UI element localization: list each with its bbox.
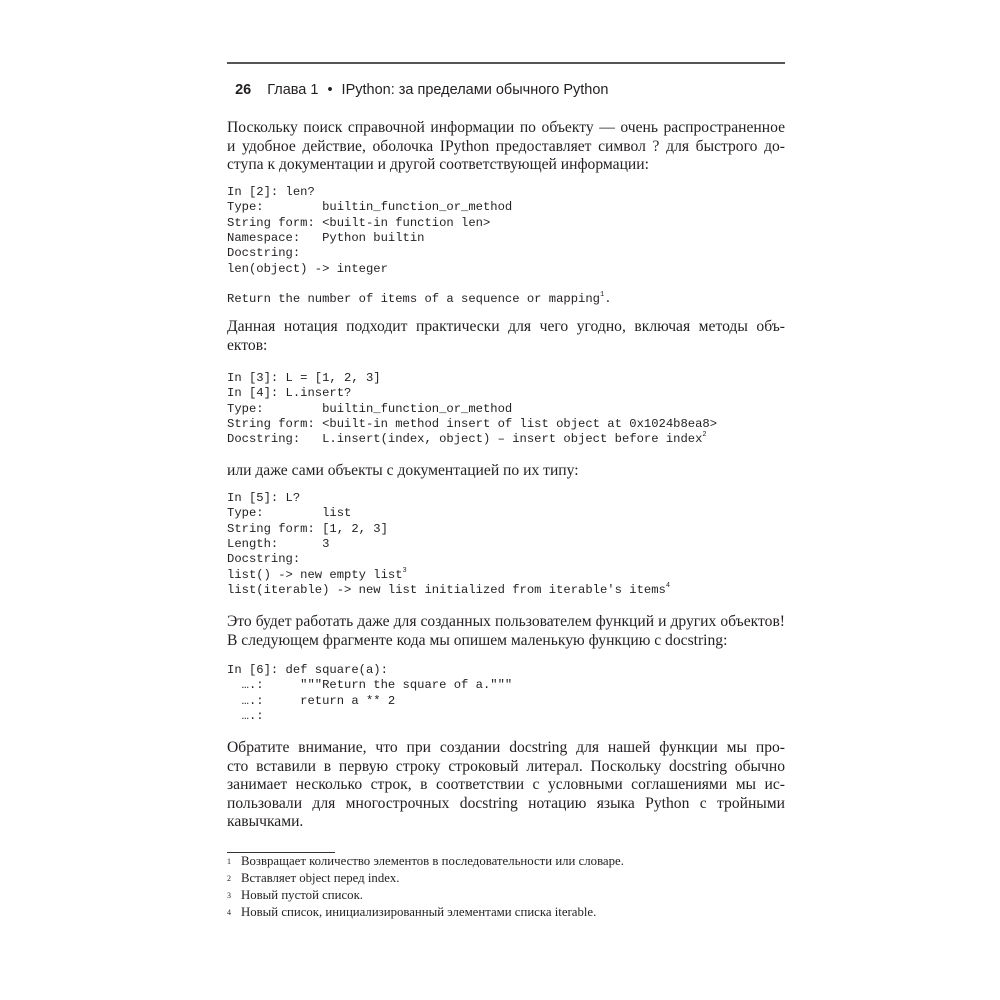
code-text: Length: 3 [227, 537, 330, 552]
code-text: In [2]: len? [227, 185, 315, 199]
paragraph-line: и удобное действие, оболочка IPython предоставляет символ ? для быстрого до- [227, 137, 785, 155]
code-text: Docstring: [227, 246, 301, 261]
code-listing [227, 371, 785, 448]
paragraph-line: кавычками. [227, 813, 304, 831]
footnotes [227, 853, 785, 921]
paragraph-line: Поскольку поиск справочной информации по объекту — очень распространенное [227, 119, 785, 136]
code-line [227, 552, 785, 567]
code-line [227, 200, 785, 215]
code-text: Type: builtin_function_or_method [227, 200, 513, 215]
code-line [227, 583, 785, 598]
code-line [227, 417, 785, 432]
code-text-tail: . [604, 292, 612, 307]
code-line [227, 185, 785, 200]
paragraph-line: Это будет работать даже для созданных пользователем функций и других объектов! [227, 613, 785, 630]
code-text: In [6]: def square(a): [227, 663, 388, 677]
footnote-reference[interactable]: 3 [402, 566, 407, 575]
code-line [227, 522, 785, 537]
code-line [227, 709, 785, 724]
code-text: ….: [227, 709, 264, 724]
code-line [227, 231, 785, 246]
code-text: list(iterable) -> new list initialized from iterable's items [227, 583, 666, 598]
footnote-reference[interactable]: 4 [665, 582, 671, 591]
code-line [227, 506, 785, 521]
paragraph-line: пользовали для многострочных docstring нотацию языка Python с тройными [227, 794, 785, 812]
running-header [227, 66, 608, 98]
code-line [227, 568, 785, 583]
paragraph-line: сто вставили в первую строку строковый литерал. Поскольку docstring обычно [227, 757, 785, 775]
code-line [227, 491, 785, 506]
code-line [227, 246, 785, 261]
paragraph-line: В следующем фрагменте кода мы опишем маленькую функцию с docstring: [227, 631, 728, 649]
code-listing [227, 185, 785, 308]
footnote [227, 887, 785, 904]
code-text: In [4]: L.insert? [227, 386, 352, 401]
paragraph [227, 462, 785, 481]
footnote-number: 4 [227, 908, 231, 917]
footnote [227, 853, 785, 870]
code-text: Type: list [227, 506, 352, 521]
footnote-number: 2 [227, 874, 231, 883]
header-rule [227, 62, 785, 64]
code-text: In [3]: L = [1, 2, 3] [227, 371, 381, 385]
chapter-label: Глава 1 [267, 82, 319, 98]
footnote-text: Новый список, инициализированный элементами списка iterable. [241, 905, 597, 919]
code-text: Namespace: Python builtin [227, 231, 425, 246]
code-line [227, 402, 785, 417]
chapter-title: IPython: за пределами обычного Python [341, 82, 609, 98]
paragraph-line: занимает несколько строк, в соответствии с условными соглашениями мы ис- [227, 776, 785, 794]
paragraph-line: Данная нотация подходит практически для чего угодно, включая методы объ- [227, 318, 785, 335]
footnote-text: Возвращает количество элементов в последовательности или словаре. [241, 854, 624, 868]
page-number: 26 [235, 82, 252, 98]
code-text: ….: """Return the square of a.""" [227, 678, 513, 693]
footnote-number: 1 [227, 857, 231, 866]
footnote-text: Новый пустой список. [241, 888, 363, 902]
paragraph-line: ступа к документации и другой соответствующей информации: [227, 156, 649, 174]
code-text: Return the number of items of a sequence or mapping [227, 292, 600, 307]
paragraph-line: или даже сами объекты с документацией по их типу: [227, 462, 579, 479]
code-text: list() -> new empty list [227, 567, 403, 582]
code-line [227, 694, 785, 709]
code-text: Docstring: L.insert(index, object) – insert object before index [227, 432, 703, 447]
footnote [227, 870, 785, 887]
code-text: len(object) -> integer [227, 261, 388, 276]
code-text: String form: <built-in function len> [227, 215, 491, 230]
footnote-text: Вставляет object перед index. [241, 871, 400, 885]
code-text: ….: return a ** 2 [227, 693, 396, 708]
code-text: String form: <built-in method insert of list object at 0x1024b8ea8> [227, 417, 718, 432]
code-text: Docstring: [227, 552, 301, 567]
code-line [227, 663, 785, 678]
paragraph [227, 613, 785, 650]
footnote-number: 3 [227, 891, 231, 900]
code-text: String form: [1, 2, 3] [227, 521, 388, 536]
code-text: In [5]: L? [227, 491, 301, 505]
code-listing [227, 663, 785, 724]
paragraph-line: ектов: [227, 336, 268, 354]
code-text: Type: builtin_function_or_method [227, 401, 513, 416]
paragraph-line: Обратите внимание, что при создании docstring для нашей функции мы про- [227, 739, 785, 756]
code-line [227, 432, 785, 447]
code-line [227, 262, 785, 277]
footnote-reference[interactable]: 2 [702, 431, 707, 440]
code-line [227, 277, 785, 292]
paragraph [227, 739, 785, 832]
code-line [227, 371, 785, 386]
paragraph [227, 318, 785, 355]
code-line [227, 216, 785, 231]
code-line [227, 678, 785, 693]
code-line [227, 537, 785, 552]
footnote [227, 904, 785, 921]
code-line [227, 292, 785, 307]
code-listing [227, 491, 785, 598]
bullet-separator: • [327, 82, 333, 98]
code-line [227, 386, 785, 401]
footnote-reference[interactable]: 1 [600, 291, 605, 300]
paragraph [227, 119, 785, 175]
